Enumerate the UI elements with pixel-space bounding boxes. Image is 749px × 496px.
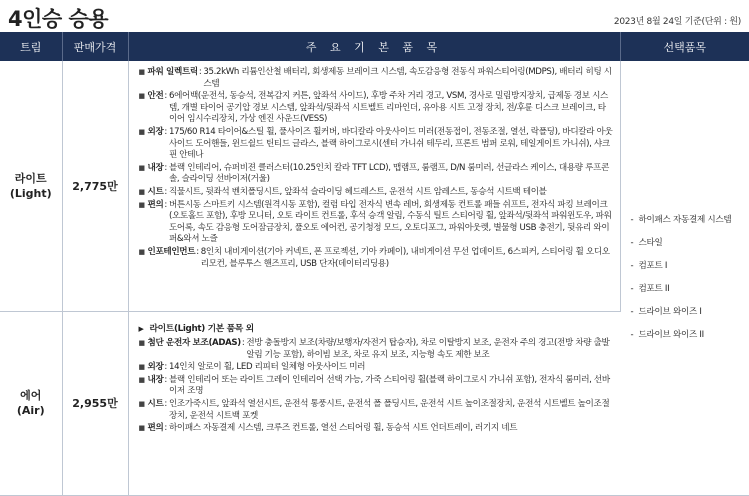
spec-item-value: 하이패스 자동결제 시스템, 크루즈 컨트롤, 열선 스티어링 휠, 동승석 시트 언더트레이, 러기지 네트 xyxy=(168,423,518,434)
spec-light xyxy=(128,61,620,311)
colon-separator: : xyxy=(164,199,167,210)
dash-bullet: - xyxy=(630,307,634,318)
spec-list-light xyxy=(139,67,614,270)
spec-item-value: 전방 충돌방지 보조(차량/보행자/자전거 탑승자), 차로 이탈방지 보조, 운전자 주의 경고(전방 차량 출발 알림 기능 포함), 하이빔 보조, 차로 유지 보조, 지능형 속도 제한 보조 xyxy=(246,338,610,360)
colon-separator: : xyxy=(164,91,167,102)
option-item xyxy=(631,306,744,318)
spec-item-label: 안전 xyxy=(147,91,164,102)
option-item xyxy=(631,329,744,341)
spec-item-label: 내장 xyxy=(147,162,164,173)
spec-item-label: 편의 xyxy=(147,423,164,434)
spec-item-label: 외장 xyxy=(147,362,164,373)
header-options: 선택품목 xyxy=(620,32,749,61)
spec-item xyxy=(139,127,614,162)
dash-bullet: - xyxy=(630,261,634,272)
spec-item-value: 14인치 알로이 휠, LED 리피터 일체형 아웃사이드 미러 xyxy=(168,362,366,373)
spec-item-label: 시트 xyxy=(147,399,164,410)
option-item-label: 컴포트 I xyxy=(638,261,668,272)
spec-item xyxy=(139,375,615,398)
square-bullet-icon: ■ xyxy=(138,92,145,101)
square-bullet-icon: ■ xyxy=(138,400,145,409)
colon-separator: : xyxy=(241,338,245,349)
trim-light-name: 라이트 xyxy=(14,171,47,185)
spec-item-label: 시트 xyxy=(147,186,164,197)
header-spec: 주 요 기 본 품 목 xyxy=(128,32,620,61)
option-item-label: 스타일 xyxy=(638,238,663,249)
dash-bullet: - xyxy=(630,238,634,249)
spec-item-value: 직물시트, 뒷좌석 벤치폴딩시트, 앞좌석 슬라이딩 헤드레스트, 운전석 시트 암레스트, 동승석 시트백 테이블 xyxy=(168,186,547,197)
trim-air xyxy=(0,311,62,495)
square-bullet-icon: ■ xyxy=(138,375,145,384)
spec-item-value: 175/60 R14 타이어&스틸 휠, 풀사이즈 휠커버, 바디칼라 아웃사이드 미러(전동접이, 전동조절, 열선, 락폴딩), 바디칼라 아웃사이드 도어핸들, 윈드쉴드 틴티드 글라스, 블랙 하이그로시(센터 가니쉬 테두리, 프론트 범퍼 로워, 테일게이트 가니쉬), 샤크핀 안테나 xyxy=(168,126,613,161)
spec-item xyxy=(139,163,614,186)
spec-item-label: 첨단 운전자 보조(ADAS) xyxy=(147,338,241,349)
triangle-right-icon: ▶ xyxy=(138,324,144,333)
spec-item xyxy=(139,423,615,435)
square-bullet-icon: ■ xyxy=(138,68,145,76)
trim-air-en: (Air) xyxy=(16,404,45,417)
air-base-note-text: 라이트(Light) 기본 품목 외 xyxy=(149,323,254,334)
price-air: 2,955만 xyxy=(62,311,128,495)
option-item xyxy=(631,237,744,249)
dash-bullet: - xyxy=(630,330,634,341)
colon-separator: : xyxy=(198,67,202,77)
option-item xyxy=(631,283,744,295)
spec-item-value: 블랙 인테리어, 슈퍼비젼 클러스터(10.25인치 칼라 TFT LCD), 맵램프, 룸램프, D/N 룸미러, 선글라스 케이스, 대용량 루프콘솔, 슬라이딩 선바이저(거울) xyxy=(168,162,609,185)
square-bullet-icon: ■ xyxy=(138,163,145,172)
spec-item-value: 6에어백(운전석, 동승석, 전복감지 커튼, 앞좌석 사이드), 후방 주차 거리 경고, VSM, 경사로 밀림방지장치, 급제동 경보 시스템, 개별 타이어 공기압 경보 시스템, 앞좌석/뒷좌석 시트벨트 리마인더, 유아용 시트 고정 장치, 전/후륜 디스크 브레이크, 타이어 임시수리장치, 가상 엔진 사운드(VESS) xyxy=(168,91,608,125)
square-bullet-icon: ■ xyxy=(138,200,145,209)
spec-item-label: 외장 xyxy=(147,126,164,137)
colon-separator: : xyxy=(164,374,167,385)
page-title: 4인승 승용 xyxy=(8,7,109,31)
price-light: 2,775만 xyxy=(62,61,128,311)
spec-item-value: 인조가죽시트, 앞좌석 열선시트, 운전석 통풍시트, 운전석 폴 폴딩시트, 운전석 시트 높이조절장치, 운전석 시트벨트 높이조절장치, 운전석 시트백 포켓 xyxy=(168,399,610,421)
header-price: 판매가격 xyxy=(62,32,128,61)
spec-item-label: 내장 xyxy=(147,374,164,385)
dash-bullet: - xyxy=(630,215,634,226)
spec-item-value: 블랙 인테리어 또는 라이트 그레이 인테리어 선택 가능, 가죽 스티어링 휠(블랙 하이그로시 가니쉬 포함), 전자식 룸미러, 선바이저 조명 xyxy=(168,374,610,397)
spec-item xyxy=(139,338,615,361)
spec-item-label: 파워 일렉트릭 xyxy=(147,67,198,77)
trim-light xyxy=(0,61,62,311)
option-item xyxy=(631,260,744,272)
dash-bullet: - xyxy=(630,284,634,295)
spec-item xyxy=(139,399,615,422)
colon-separator: : xyxy=(164,362,167,373)
spec-item-value: 35.2kWh 리튬인산철 배터리, 회생제동 브레이크 시스템, 속도감응형 전동식 파워스티어링(MDPS), 배터리 히팅 시스템 xyxy=(203,67,612,89)
spec-list-air xyxy=(139,338,615,435)
spec-item-value: 8인치 내비게이션(기아 커넥트, 폰 프로젝션, 기아 카페이), 내비게이션 무선 업데이트, 6스피커, 스티어링 휠 오디오 리모컨, 블루투스 핸즈프리, USB 단자(데이터리딩용) xyxy=(200,246,610,269)
price-table xyxy=(0,32,749,496)
option-item-label: 드라이브 와이즈 II xyxy=(638,330,704,341)
spec-item xyxy=(139,67,614,90)
date-note: 2023년 8월 24일 기준(단위 : 원) xyxy=(613,17,741,27)
spec-item xyxy=(139,91,614,126)
option-item-label: 컴포트 II xyxy=(638,284,670,295)
square-bullet-icon: ■ xyxy=(138,424,145,433)
colon-separator: : xyxy=(164,186,167,197)
header-trim: 트림 xyxy=(0,32,62,61)
colon-separator: : xyxy=(196,246,199,257)
spec-item-label: 인포테인먼트 xyxy=(147,246,196,257)
colon-separator: : xyxy=(164,423,167,434)
spec-item-value: 버튼시동 스마트키 시스템(원격시동 포함), 컬럼 타입 전자식 변속 레버, 회생제동 컨트롤 패들 쉬프트, 전자식 파킹 브레이크(오토홀드 포함), 후방 모니터, 오토 라이트 컨트롤, 후석 승객 알림, 수동식 틸트 스티어링 휠, 앞좌석/뒷좌석 파워윈도우, 파워도어록, 속도 감응형 도어잠금장치, 풀오토 에어컨, 공기청정 모드, 오토디포그, 파워아웃렛, 별물형 USB 충전기, 뒷유리 와이퍼&와셔 노즐 xyxy=(168,199,612,245)
colon-separator: : xyxy=(164,162,167,173)
colon-separator: : xyxy=(164,399,167,410)
spec-item-label: 편의 xyxy=(147,199,164,210)
square-bullet-icon: ■ xyxy=(138,247,145,256)
spec-air xyxy=(128,311,620,495)
table-row-light xyxy=(0,61,749,311)
option-item-label: 드라이브 와이즈 I xyxy=(638,307,702,318)
trim-light-en: (Light) xyxy=(9,186,52,200)
options-list xyxy=(631,214,744,341)
square-bullet-icon: ■ xyxy=(138,363,145,372)
square-bullet-icon: ■ xyxy=(138,127,145,136)
colon-separator: : xyxy=(164,126,167,137)
spec-item xyxy=(139,362,615,374)
square-bullet-icon: ■ xyxy=(138,187,145,196)
table-header-row xyxy=(0,32,749,61)
option-item xyxy=(631,214,744,226)
spec-item xyxy=(139,187,614,199)
trim-air-name: 에어 xyxy=(20,389,42,402)
air-base-note xyxy=(139,324,615,336)
options-cell xyxy=(620,61,749,495)
option-item-label: 하이패스 자동결제 시스템 xyxy=(638,215,732,226)
spec-item xyxy=(139,247,614,270)
square-bullet-icon: ■ xyxy=(138,339,145,348)
spec-item xyxy=(139,200,614,246)
